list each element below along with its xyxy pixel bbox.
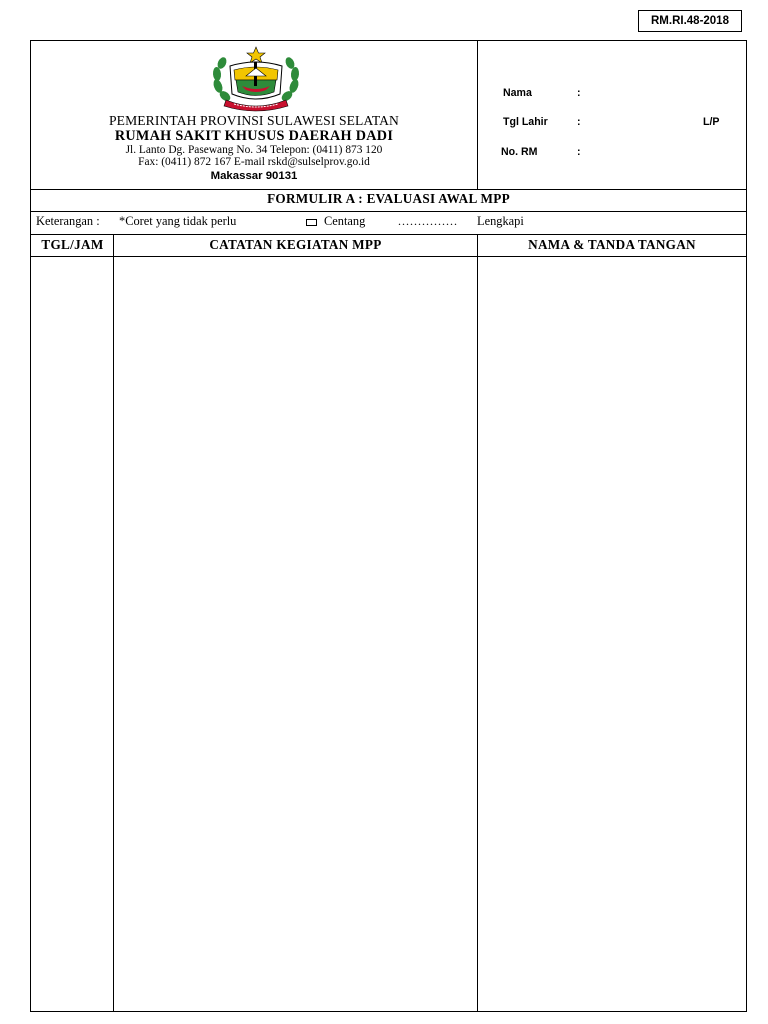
form-code: RM.RI.48-2018 xyxy=(651,15,729,27)
rm-label: No. RM xyxy=(501,146,538,158)
signature-column-area[interactable] xyxy=(479,258,745,1010)
address-line-1: Jl. Lanto Dg. Pasewang No. 34 Telepon: (0411) 873 120 xyxy=(125,144,383,156)
note-complete-instruction: Lengkapi xyxy=(477,214,524,228)
note-dots: ............... xyxy=(398,214,458,228)
dob-colon: : xyxy=(577,116,581,128)
dob-label: Tgl Lahir xyxy=(503,116,548,128)
form-code-box xyxy=(638,10,742,32)
checkbox-icon xyxy=(306,219,317,226)
column-divider-1 xyxy=(113,235,114,1011)
sex-label: L/P xyxy=(703,116,720,128)
column-header-date-time: TGL/JAM xyxy=(41,237,104,252)
city-postcode: Makassar 90131 xyxy=(210,170,298,182)
note-bottom-line xyxy=(31,234,746,235)
column-header-signature: NAMA & TANDA TANGAN xyxy=(528,237,696,252)
title-bottom-line xyxy=(31,211,746,212)
note-label: Keterangan : xyxy=(36,214,100,228)
header-divider xyxy=(477,41,478,189)
column-header-bottom-line xyxy=(31,256,746,257)
hospital-name: RUMAH SAKIT KHUSUS DAERAH DADI xyxy=(114,128,394,144)
name-colon: : xyxy=(577,87,581,99)
south-sulawesi-emblem-icon xyxy=(208,46,304,112)
activity-notes-column-area[interactable] xyxy=(115,258,476,1010)
form-title: FORMULIR A : EVALUASI AWAL MPP xyxy=(267,191,510,206)
header-bottom-line xyxy=(31,189,746,190)
name-label: Nama xyxy=(503,87,532,99)
government-name: PEMERINTAH PROVINSI SULAWESI SELATAN xyxy=(109,113,399,128)
column-divider-2 xyxy=(477,235,478,1011)
rm-colon: : xyxy=(577,146,581,158)
address-line-2: Fax: (0411) 872 167 E-mail rskd@sulselprov.go.id xyxy=(138,156,370,168)
note-check-instruction: Centang xyxy=(324,214,366,228)
column-header-activity: CATATAN KEGIATAN MPP xyxy=(209,237,382,252)
note-strike-instruction: *Coret yang tidak perlu xyxy=(119,214,237,228)
date-time-column-area[interactable] xyxy=(32,258,112,1010)
